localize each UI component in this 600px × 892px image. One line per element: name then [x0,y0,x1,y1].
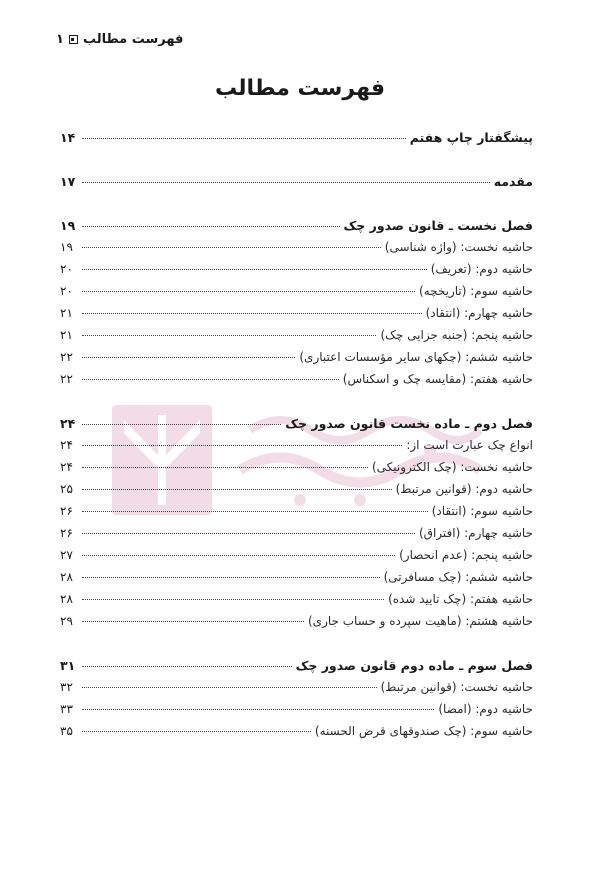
dot-leader [82,291,415,292]
dot-leader [82,247,381,248]
dot-leader [82,511,428,512]
toc-subentry-label: حاشیه ششم: (چکهای سایر مؤسسات اعتباری) [299,350,533,364]
toc-subentry-label: حاشیه پنجم: (عدم انحصار) [399,548,533,562]
toc-subentry-label: حاشیه دوم: (قوانین مرتبط) [395,482,533,496]
toc-subentry-page: ۲۷ [60,548,73,562]
toc-subentry-label: حاشیه نخست: (واژه شناسی) [384,240,533,254]
toc-subentry-page: ۲۶ [60,526,73,540]
dot-leader [82,599,384,600]
dot-leader [82,335,376,336]
toc-subentry-label: حاشیه چهارم: (انتقاد) [425,306,533,320]
dot-leader [82,357,295,358]
toc-subentry-page: ۲۴ [60,438,73,452]
toc-subentry[interactable] [60,504,533,526]
toc-subentry-page: ۲۶ [60,504,73,518]
toc-subentry[interactable] [60,350,533,372]
toc-entry-page: ۳۱ [60,658,76,673]
running-header-page-number: ۱ [56,32,64,47]
toc-section-chapter-3 [60,658,533,746]
toc-subentry[interactable] [60,306,533,328]
toc-subentry-page: ۲۱ [60,328,73,342]
dot-leader [82,533,415,534]
dot-leader [82,313,422,314]
toc-entry-page: ۱۴ [60,130,76,145]
toc-subentry-page: ۲۲ [60,350,73,364]
dot-leader [82,731,311,732]
dot-leader [82,709,434,710]
dot-leader [82,424,281,425]
toc-subentry-page: ۲۰ [60,284,73,298]
toc-subentry[interactable] [60,614,533,636]
toc-entry[interactable] [60,658,533,680]
dot-leader [82,621,304,622]
toc-entry-page: ۲۴ [60,416,76,431]
toc-section-chapter-1 [60,218,533,394]
toc-section-preface [60,130,533,152]
toc-subentry-label: حاشیه ششم: (چک مسافرتی) [383,570,533,584]
running-header-title: فهرست مطالب [82,32,184,47]
toc-subentry-label: حاشیه سوم: (چک صندوقهای قرض الحسنه) [314,724,533,738]
toc-entry-label: پیشگفتار چاپ هفتم [409,130,533,145]
toc-subentry-label: انواع چک عبارت است از: [406,438,533,452]
dot-leader [82,489,392,490]
toc-subentry-label: حاشیه نخست: (قوانین مرتبط) [380,680,533,694]
dot-leader [82,379,339,380]
toc-entry-label: فصل نخست ـ قانون صدور چک [343,218,533,233]
toc-subentry[interactable] [60,482,533,504]
toc-subentry-page: ۳۵ [60,724,73,738]
toc-subentry-page: ۱۹ [60,240,73,254]
toc-subentry-label: حاشیه دوم: (تعریف) [430,262,533,276]
toc-subentry[interactable] [60,438,533,460]
toc-subentry-page: ۲۸ [60,570,73,584]
dot-leader [82,138,406,139]
toc-subentry-page: ۲۲ [60,372,73,386]
dot-leader [82,555,395,556]
toc-section-introduction [60,174,533,196]
toc-entry[interactable] [60,174,533,196]
toc-subentry-label: حاشیه هفتم: (چک تایید شده) [388,592,533,606]
dot-leader [82,445,402,446]
toc-entry[interactable] [60,130,533,152]
running-header [56,32,183,47]
toc-subentry[interactable] [60,592,533,614]
toc-entry[interactable] [60,416,533,438]
toc-subentry[interactable] [60,284,533,306]
toc-subentry[interactable] [60,702,533,724]
toc-subentry-label: حاشیه سوم: (انتقاد) [431,504,533,518]
toc-subentry-label: حاشیه هشتم: (ماهیت سپرده و حساب جاری) [308,614,533,628]
toc-section-chapter-2 [60,416,533,636]
toc-subentry[interactable] [60,460,533,482]
toc-subentry-label: حاشیه پنجم: (جنبه جزایی چک) [380,328,533,342]
dot-leader [82,182,490,183]
toc-subentry[interactable] [60,328,533,350]
toc-subentry[interactable] [60,240,533,262]
toc-subentry[interactable] [60,262,533,284]
toc-subentry-page: ۲۰ [60,262,73,276]
toc-subentry-label: حاشیه سوم: (تاریخچه) [419,284,533,298]
toc-subentry-label: حاشیه نخست: (چک الکترونیکی) [371,460,533,474]
toc-subentry[interactable] [60,372,533,394]
toc-subentry-label: حاشیه دوم: (امضا) [438,702,533,716]
toc-subentry-page: ۳۳ [60,702,73,716]
toc-subentry-label: حاشیه هفتم: (مقایسه چک و اسکناس) [342,372,533,386]
dot-leader [82,577,380,578]
toc-entry-page: ۱۹ [60,218,76,233]
toc-subentry-page: ۲۱ [60,306,73,320]
toc-subentry[interactable] [60,548,533,570]
toc-entry[interactable] [60,218,533,240]
toc-entry-label: فصل دوم ـ ماده نخست قانون صدور چک [285,416,533,431]
square-ornament-icon [69,35,78,44]
dot-leader [82,666,292,667]
dot-leader [82,687,377,688]
table-of-contents [60,130,533,768]
dot-leader [82,467,368,468]
toc-subentry-page: ۲۴ [60,460,73,474]
page-title: فهرست مطالب [214,76,386,101]
toc-subentry-page: ۳۲ [60,680,73,694]
toc-subentry-page: ۲۸ [60,592,73,606]
dot-leader [82,269,427,270]
toc-entry-page: ۱۷ [60,174,76,189]
toc-subentry[interactable] [60,680,533,702]
dot-leader [82,226,340,227]
toc-entry-label: مقدمه [493,174,533,189]
toc-subentry-label: حاشیه چهارم: (افتراق) [418,526,533,540]
toc-subentry-page: ۲۵ [60,482,73,496]
toc-subentry[interactable] [60,526,533,548]
toc-subentry[interactable] [60,724,533,746]
toc-subentry-page: ۲۹ [60,614,73,628]
toc-subentry[interactable] [60,570,533,592]
toc-entry-label: فصل سوم ـ ماده دوم قانون صدور چک [295,658,533,673]
